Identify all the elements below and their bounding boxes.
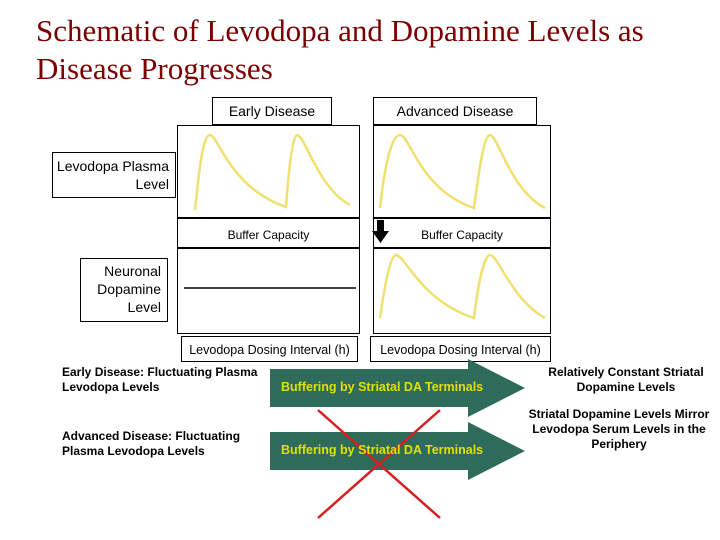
advanced-outcome-note: Striatal Dopamine Levels Mirror Levodopa Serum Levels in the Periphery [528, 407, 710, 451]
early-buffering-text: Buffering by Striatal DA Terminals [281, 380, 484, 394]
advanced-dosing-interval: Levodopa Dosing Interval (h) [370, 336, 551, 362]
advanced-buffering-text: Buffering by Striatal DA Terminals [281, 443, 484, 457]
advanced-disease-note: Advanced Disease: Fluctuating Plasma Levodopa Levels [62, 429, 241, 458]
early-plasma-curve [195, 135, 350, 210]
levodopa-plasma-label: Levodopa Plasma Level [52, 152, 176, 198]
advanced-dopamine-curve [380, 255, 545, 318]
down-arrow-icon [372, 220, 389, 243]
early-disease-header: Early Disease [212, 97, 332, 125]
early-disease-note: Early Disease: Fluctuating Plasma Levodopa Levels [62, 365, 258, 394]
early-outcome-note: Relatively Constant Striatal Dopamine Levels [548, 365, 704, 394]
early-buffer-capacity: Buffer Capacity [177, 218, 360, 248]
early-dosing-interval: Levodopa Dosing Interval (h) [181, 336, 358, 362]
advanced-buffer-capacity: Buffer Capacity [373, 218, 551, 248]
advanced-plasma-curve [380, 135, 545, 208]
page-title: Schematic of Levodopa and Dopamine Levels as Disease Progresses [36, 13, 644, 86]
neuronal-dopamine-label: Neuronal Dopamine Level [80, 258, 168, 322]
advanced-disease-header: Advanced Disease [373, 97, 537, 125]
